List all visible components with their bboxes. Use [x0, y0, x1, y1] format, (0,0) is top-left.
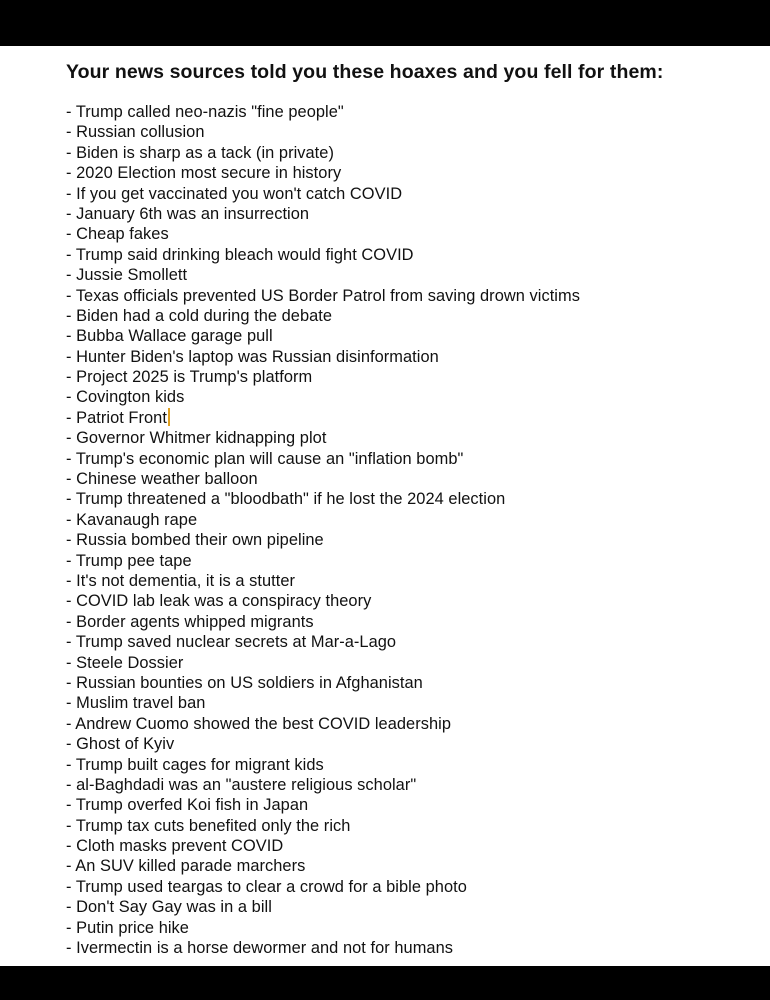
list-item-text: - Border agents whipped migrants	[66, 612, 314, 631]
document-page	[0, 46, 770, 966]
list-item	[66, 856, 770, 876]
list-item-text: - Steele Dossier	[66, 653, 184, 672]
list-item-text: - Muslim travel ban	[66, 694, 206, 713]
list-item-text: - Trump built cages for migrant kids	[66, 755, 324, 774]
list-item-text: - Russian bounties on US soldiers in Afghanistan	[66, 673, 423, 692]
list-item	[66, 449, 770, 469]
list-item-text: - If you get vaccinated you won't catch COVID	[66, 184, 403, 203]
list-item-text: - Biden is sharp as a tack (in private)	[66, 143, 334, 162]
list-item	[66, 204, 770, 224]
list-item	[66, 489, 770, 509]
list-item-text: - Don't Say Gay was in a bill	[66, 898, 272, 917]
list-item-text: - Project 2025 is Trump's platform	[66, 368, 313, 387]
list-item-text: - 2020 Election most secure in history	[66, 164, 342, 183]
list-item	[66, 632, 770, 652]
list-item	[66, 326, 770, 346]
list-item	[66, 693, 770, 713]
list-item	[66, 755, 770, 775]
list-item	[66, 775, 770, 795]
list-item-text: - Patriot Front	[66, 408, 167, 427]
list-item	[66, 163, 770, 183]
list-item	[66, 918, 770, 938]
list-item-text: - Cheap fakes	[66, 225, 169, 244]
list-item	[66, 816, 770, 836]
list-item	[66, 673, 770, 693]
list-item-text: - Ghost of Kyiv	[66, 735, 175, 754]
list-item-text: - Kavanaugh rape	[66, 510, 198, 529]
list-item	[66, 510, 770, 530]
list-item-text: - It's not dementia, it is a stutter	[66, 571, 296, 590]
list-item-text: - Governor Whitmer kidnapping plot	[66, 429, 327, 448]
list-item	[66, 795, 770, 815]
list-item-text: - Putin price hike	[66, 918, 189, 937]
list-item-text: - Trump used teargas to clear a crowd for a bible photo	[66, 877, 467, 896]
list-item	[66, 122, 770, 142]
list-item	[66, 224, 770, 244]
list-item-text: - Chinese weather balloon	[66, 470, 258, 489]
list-item-text: - Russia bombed their own pipeline	[66, 531, 324, 550]
list-item	[66, 286, 770, 306]
list-item	[66, 836, 770, 856]
list-item	[66, 428, 770, 448]
list-item-text: - Ivermectin is a horse dewormer and not for humans	[66, 939, 453, 958]
list-item-text: - Trump said drinking bleach would fight COVID	[66, 245, 414, 264]
list-item-text: - Trump called neo-nazis "fine people"	[66, 103, 344, 121]
list-item-text: - Trump threatened a "bloodbath" if he lost the 2024 election	[66, 490, 506, 509]
list-item-text: - COVID lab leak was a conspiracy theory	[66, 592, 372, 611]
list-item	[66, 184, 770, 204]
list-item	[66, 714, 770, 734]
list-item-text: - al-Baghdadi was an "austere religious scholar"	[66, 775, 417, 794]
list-item-text: - Jussie Smollett	[66, 266, 188, 285]
list-item-text: - Trump tax cuts benefited only the rich	[66, 816, 351, 835]
list-item	[66, 102, 770, 122]
list-item-text: - Cloth masks prevent COVID	[66, 837, 284, 856]
list-item	[66, 367, 770, 387]
page-title: Your news sources told you these hoaxes and you fell for them:	[66, 61, 664, 83]
hoax-list	[66, 102, 770, 958]
list-item-text: - Andrew Cuomo showed the best COVID leadership	[66, 714, 451, 733]
list-item-text: - Trump saved nuclear secrets at Mar-a-Lago	[66, 633, 397, 652]
list-item-text: - Covington kids	[66, 388, 185, 407]
list-item	[66, 734, 770, 754]
list-item	[66, 347, 770, 367]
list-item	[66, 897, 770, 917]
list-item-text: - Biden had a cold during the debate	[66, 306, 333, 325]
list-item	[66, 408, 770, 428]
list-item-text: - Hunter Biden's laptop was Russian disinformation	[66, 347, 439, 366]
list-item	[66, 265, 770, 285]
list-item	[66, 387, 770, 407]
list-item	[66, 245, 770, 265]
list-item-text: - Trump's economic plan will cause an "inflation bomb"	[66, 449, 464, 468]
list-item	[66, 591, 770, 611]
text-cursor-icon	[168, 408, 170, 426]
list-item	[66, 653, 770, 673]
list-item-text: - Trump overfed Koi fish in Japan	[66, 796, 309, 815]
list-item	[66, 551, 770, 571]
list-item-text: - January 6th was an insurrection	[66, 204, 310, 223]
list-item-text: - Texas officials prevented US Border Patrol from saving drown victims	[66, 286, 580, 305]
list-item	[66, 469, 770, 489]
list-item-text: - Russian collusion	[66, 123, 205, 142]
list-item	[66, 571, 770, 591]
list-item	[66, 143, 770, 163]
list-item-text: - Bubba Wallace garage pull	[66, 327, 273, 346]
list-item	[66, 306, 770, 326]
list-item	[66, 612, 770, 632]
list-item-text: - An SUV killed parade marchers	[66, 857, 306, 876]
list-item	[66, 530, 770, 550]
list-item	[66, 938, 770, 958]
list-item-text: - Trump pee tape	[66, 551, 192, 570]
list-item	[66, 877, 770, 897]
